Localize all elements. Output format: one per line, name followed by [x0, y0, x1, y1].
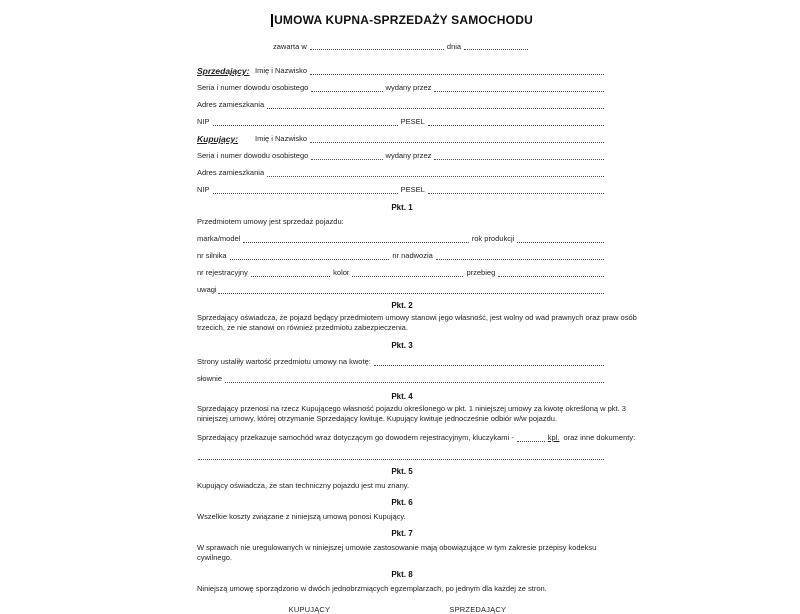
dotted-line: [213, 124, 398, 126]
seller-signature-label: SPRZEDAJĄCY: [449, 605, 507, 614]
buyer-address-line: [197, 167, 607, 178]
dotted-line: [352, 275, 463, 277]
section-header-pkt5: Pkt. 5: [391, 467, 413, 476]
seller-pesel-label: PESEL: [400, 117, 425, 126]
pkt4-paragraph: [197, 404, 626, 424]
title-row: [197, 8, 607, 27]
handover-prefix: Sprzedający przekazuje samochód wraz dotyczącym go dowodem rejestracyjnym, kluczykami -: [197, 433, 514, 442]
pkt2-line-1: Sprzedający oświadcza, że pojazd będący przedmiotem umowy stanowi jego własność, jest wolny od wad prawnych oraz praw osób: [197, 313, 637, 322]
pkt1-intro: Przedmiotem umowy jest sprzedaż pojazdu:: [197, 217, 344, 226]
seller-nip-label: NIP: [197, 117, 210, 126]
handover-suffix: oraz inne dokumenty:: [563, 433, 636, 442]
seller-id-label: Seria i numer dowodu osobistego: [197, 83, 309, 92]
dotted-line: [428, 124, 604, 126]
vehicle-make-line: [197, 233, 607, 244]
pkt7-text: W sprawach nie uregulowanych w niniejszej umowie zastosowanie mają obowiązujące w tym zakresie przepisy kodeksu cywilnego.: [197, 543, 597, 562]
buyer-id-line: [197, 150, 607, 161]
intro-line: [273, 40, 531, 51]
dotted-line: [310, 141, 604, 143]
reg-label: nr rejestracyjny: [197, 268, 248, 277]
dotted-line: [251, 275, 330, 277]
buyer-name-label: Imię i Nazwisko: [255, 134, 308, 143]
pkt2-paragraph: [197, 313, 637, 333]
seller-name-label: Imię i Nazwisko: [255, 66, 308, 75]
section-header-pkt4: Pkt. 4: [391, 392, 413, 401]
amount-words-line: [197, 373, 607, 384]
notes-label: uwagi: [197, 285, 217, 294]
seller-label: Sprzedający:: [197, 66, 250, 76]
dotted-line: [218, 292, 604, 294]
section-header-pkt3: Pkt. 3: [391, 341, 413, 350]
dotted-line: [434, 90, 604, 92]
year-label: rok produkcji: [471, 234, 515, 243]
documents-blank-line: [197, 450, 607, 461]
dotted-line: [230, 258, 390, 260]
pkt2-line-2: trzecich, że nie stanowi on również przedmiotu zabezpieczenia.: [197, 323, 408, 332]
buyer-label: Kupujący:: [197, 134, 239, 144]
pkt5-text: Kupujący oświadcza, że stan techniczny pojazdu jest mu znany.: [197, 481, 410, 490]
buyer-signature-label: KUPUJĄCY: [288, 605, 331, 614]
pkt4-line-1: Sprzedający przenosi na rzecz Kupującego własność pojazdu określonego w pkt. 1 niniejszej umowy za kwotę określoną w pkt. 3: [197, 404, 626, 413]
seller-issued-label: wydany przez: [385, 83, 432, 92]
dotted-line: [374, 364, 604, 366]
dotted-line: [428, 192, 604, 194]
buyer-nip-label: NIP: [197, 185, 210, 194]
dotted-line: [225, 381, 604, 383]
contract-content: [197, 8, 637, 614]
mileage-label: przebieg: [466, 268, 496, 277]
signature-row: [197, 603, 607, 614]
buyer-pesel-label: PESEL: [400, 185, 425, 194]
seller-nip-line: [197, 116, 607, 127]
vehicle-engine-line: [197, 250, 607, 261]
dotted-line: [267, 175, 604, 177]
section-header-pkt8: Pkt. 8: [391, 570, 413, 579]
page-title: UMOWA KUPNA-SPRZEDAŻY SAMOCHODU: [274, 13, 533, 27]
section-header-pkt1: Pkt. 1: [391, 203, 413, 212]
amount-label: Strony ustaliły wartość przedmiotu umowy na kwotę:: [197, 357, 371, 366]
color-label: kolor: [333, 268, 350, 277]
make-label: marka/model: [197, 234, 241, 243]
buyer-issued-label: wydany przez: [385, 151, 432, 160]
amount-words-label: słownie: [197, 374, 223, 383]
amount-line: [197, 356, 607, 367]
buyer-address-label: Adres zamieszkania: [197, 168, 265, 177]
dotted-line: [213, 192, 398, 194]
dotted-line: [436, 258, 604, 260]
dotted-line: [517, 440, 545, 442]
seller-name-line: [197, 65, 607, 76]
text-cursor: [271, 14, 273, 27]
dotted-line: [498, 275, 604, 277]
handover-line: [197, 432, 636, 443]
section-header-pkt7: Pkt. 7: [391, 529, 413, 538]
dotted-line: [198, 458, 604, 460]
buyer-name-line: [197, 133, 607, 144]
vehicle-notes-line: [197, 284, 607, 295]
section-header-pkt2: Pkt. 2: [391, 301, 413, 310]
seller-id-line: [197, 82, 607, 93]
buyer-id-label: Seria i numer dowodu osobistego: [197, 151, 309, 160]
engine-label: nr silnika: [197, 251, 227, 260]
dotted-line: [464, 48, 528, 50]
buyer-nip-line: [197, 184, 607, 195]
dotted-line: [310, 48, 444, 50]
dotted-line: [243, 241, 468, 243]
dotted-line: [434, 158, 604, 160]
dotted-line: [311, 158, 382, 160]
body-label: nr nadwozia: [392, 251, 433, 260]
dotted-line: [517, 241, 604, 243]
seller-address-label: Adres zamieszkania: [197, 100, 265, 109]
dotted-line: [310, 73, 604, 75]
intro-made-in-label: zawarta w: [273, 42, 307, 51]
section-header-pkt6: Pkt. 6: [391, 498, 413, 507]
pkt4-line-2: niniejszej umowy, której otrzymanie Sprzedający kwituje. Kupujący kwituje jednocześnie odbiór w/w pojazdu.: [197, 414, 558, 423]
pkt6-text: Wszelkie koszty związane z niniejszą umową ponosi Kupujący.: [197, 512, 406, 521]
pkt8-text: Niniejszą umowę sporządzono w dwóch jednobrzmiących egzemplarzach, po jednym dla każdej ze stron.: [197, 584, 547, 593]
intro-date-label: dnia: [446, 42, 462, 51]
handover-unit: kpl.: [547, 433, 560, 442]
dotted-line: [311, 90, 382, 92]
seller-address-line: [197, 99, 607, 110]
dotted-line: [267, 107, 604, 109]
vehicle-reg-line: [197, 267, 607, 278]
